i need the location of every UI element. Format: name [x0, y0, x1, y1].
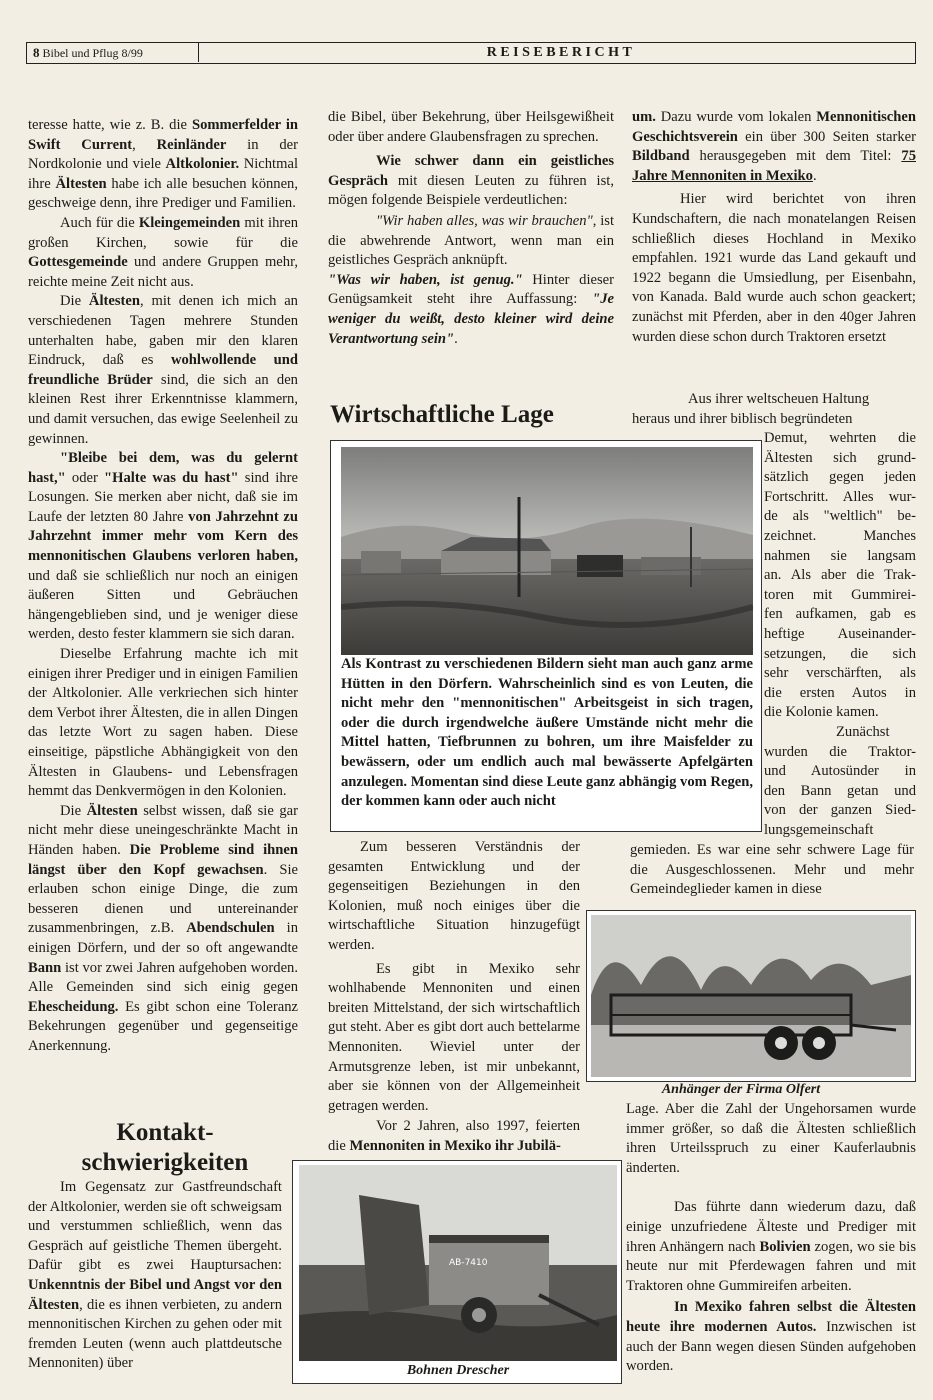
wrap-line: setzungen, die sich [764, 645, 916, 662]
wrap-line: den Bann getan und [764, 782, 916, 799]
wrap-line: nahmen sie langsam [764, 547, 916, 564]
paragraph: In Mexiko fahren selbst die Ältesten heute ihre modernen Autos. Inzwischen ist auch der Bann wegen diesen Sünden aufgehoben worden. [626, 1299, 916, 1375]
paragraph: Es gibt in Mexiko sehr wohlhabende Mennoniten und einen breiten Mittelstand, der sich wirtschaftlich gut steht. Aber es gibt dort auch bettelarme Mennoniten. Wieviel unter der Armutsgrenze leben, ist mir unbekannt, aber sie können von der Allgemeinheit getragen werden. [328, 960, 580, 1114]
paragraph: Wie schwer dann ein geistliches Gespräch mit diesen Leuten zu führen ist, mögen folgende Beispiele verdeutlichen: [328, 153, 614, 209]
paragraph: Zum besseren Verständnis der gesamten Entwicklung und der gegenseitigen Beziehungen in den Kolonien, muß noch einiges über die wirtschaftliche Situation hinzugefügt werden. [328, 839, 580, 953]
issue-number: 8/99 [121, 46, 143, 60]
column-2 [328, 108, 614, 349]
paragraph: Lage. Aber die Zahl der Ungehorsamen wurde immer größer, so daß die Ältesten schließlich ihren Urteilsspruch zu einer Kauferlaubnis änderten. [626, 1101, 916, 1176]
paragraph: Vor 2 Jahren, also 1997, feierten die Mennoniten in Mexiko ihr Jubilä- [328, 1118, 580, 1154]
paragraph: die Bibel, über Bekehrung, über Heilsgewißheit oder über andere Glaubensfragen zu sprechen. [328, 109, 614, 145]
column-1 [28, 116, 298, 1057]
column-1-bottom [28, 1178, 282, 1374]
paragraph: um. Dazu wurde vom lokalen Mennonitischen Geschichtsverein ein über 300 Seiten starker Bildband herausgegeben mit dem Titel: 75 Jahre Mennoniten in Mexiko. [632, 109, 916, 184]
paragraph: Das führte dann wiederum dazu, daß einige unzufriedene Älteste und Prediger mit ihren Anhängern nach Bolivien zogen, wo sie bis heute nur mit Pferdewagen fahren und mit Traktoren ohne Gummireifen arbeiten. [626, 1199, 916, 1294]
wrap-line: sätzlich gegen jeden [764, 469, 916, 486]
wrap-line: zeichnet. Manches [764, 527, 916, 544]
wrap-line: und Autosünder in [764, 763, 916, 780]
column-2-lower [328, 838, 580, 1157]
thresher-photo-box [292, 1160, 622, 1384]
trailer-photo [591, 915, 911, 1077]
wrap-line: toren mit Gummirei- [764, 586, 916, 603]
village-huts-image [341, 447, 753, 655]
wrap-line: Ältesten sich grund- [764, 449, 916, 466]
paragraph: "Bleibe bei dem, was du gelernt hast," oder "Halte was du hast" sind ihre Losungen. Sie merken aber nicht, daß sie im Laufe der letzten 80 Jahre von Jahrzehnt zu Jahrzehnt immer mehr vom Kern des mennonitischen Glaubens verloren haben, und daß sie schließlich nur noch an einigen äußeren Sitten und Gebräuchen hängengeblieben sind, und je weniger diese werden, desto fester klammern sie sich daran. [28, 450, 298, 643]
wrap-line: von der ganzen Sied- [764, 802, 916, 819]
paragraph: gemieden. Es war eine sehr schwere Lage für die Ausgeschlossenen. Mehr und mehr Gemeindeglieder kamen in diese [630, 842, 914, 898]
wrap-line: die ersten Autos in [764, 684, 916, 701]
wrap-line: fen aufkamen, gab es [764, 606, 916, 623]
bean-thresher-image [299, 1165, 617, 1361]
column-3-wrap-lines [764, 429, 916, 840]
header-issue-info [27, 43, 199, 62]
thresher-caption: Bohnen Drescher [406, 1363, 510, 1378]
wrap-line: an. Als aber die Trak- [764, 567, 916, 584]
wrap-line: lungsgemeinschaft [764, 821, 874, 838]
photo-caption-box [330, 440, 762, 832]
trailer-photo-box [586, 910, 916, 1082]
paragraph: "Wir haben alles, was wir brauchen", ist die abwehrende Antwort, wenn man ein geistliches Gespräch anknüpft. [328, 212, 614, 269]
wrap-line: die Kolonie kamen. [764, 704, 879, 721]
wrap-line: sehr verschärften, als [764, 665, 916, 682]
wrap-line: de als "weltlich" be- [764, 508, 916, 525]
bean-thresher-photo [299, 1165, 617, 1361]
village-huts-photo [341, 447, 753, 655]
section-title: REISEBERICHT [486, 45, 636, 60]
wrap-line: Zunächst [836, 723, 890, 740]
paragraph: "Was wir haben, ist genug." Hinter dieser Genügsamkeit steht ihre Auffassung: "Je weniger du weißt, desto kleiner wird deine Verantwortung sein". [328, 271, 614, 347]
column-3-bottom [626, 1100, 916, 1377]
column-3 [632, 108, 916, 347]
wrap-line: heftige Auseinander- [764, 625, 916, 642]
paragraph: Dieselbe Erfahrung machte ich mit einigen ihrer Prediger und in einigen Familien der Altkolonier. Alle verkriechen sich hinter dem Verbot ihrer Ältesten, die in allen Dingen das letzte Wort zu sagen haben. Diese einseitige, päpstliche Abhängigkeit von den Ältesten in Glaubens- und Lebensfragen hemmt das Denkvermögen in den Kolonien. [28, 646, 298, 800]
wrap-line: wurden die Traktor- [764, 743, 916, 760]
heading-wirtschaftliche-lage: Wirtschaftliche Lage [330, 401, 554, 428]
page-header [26, 42, 916, 64]
paragraph: Auch für die Kleingemeinden mit ihren großen Kirchen, sowie für die Gottesgemeinde und andere Gruppen mehr, reichte meine Zeit nicht aus. [28, 214, 299, 290]
photo-caption: Als Kontrast zu verschiedenen Bildern sieht man auch ganz arme Hütten in den Dörfern. Wahrscheinlich sind es von Leuten, die nicht mehr den "mennonitischen" Arbeitsgeist in sich tragen, oder die durch irgendwelche äußere Umstände nicht mehr die Mittel hatten, Tiefbrunnen zu bohren, um ihre Maisfelder zu bewässern, oder um endlich auch mal bewässerte Apfelgärten anzulegen. Momentan sind diese Leute ganz abhängig vom Regen, der kommen kann oder auch nicht [341, 656, 753, 810]
paragraph: Die Ältesten, mit denen ich mich an verschiedenen Tagen mehrere Stunden unterhalten habe, gaben mir den klaren Eindruck, daß es wohlwollende und freundliche Brüder sind, die sich an den kleinen Rest ihrer Erkenntnisse klammern, und damit versuchen, das ewige Seelenheil zu gewinnen. [28, 293, 298, 447]
trailer-caption: Anhänger der Firma Olfert [661, 1082, 821, 1097]
heading-kontaktschwierigkeiten: Kontakt- schwierigkeiten [81, 1119, 249, 1176]
wrap-line: Fortschritt. Alles wur- [764, 488, 916, 505]
paragraph: Im Gegensatz zur Gastfreundschaft der Altkolonier, werden sie oft schweigsam und verstummen schließlich, wenn das Gespräch auf geistliche Themen übergeht. Dafür gibt es zwei Hauptursachen: Unkenntnis der Bibel und Angst vor den Ältesten, die es ihnen verbieten, zu andern mennonitischen Kirchen zu gehen oder mit fremden Leuten (wenn auch plattdeutsche Mennoniten) über [28, 1179, 282, 1372]
wrap-line: Demut, wehrten die [764, 430, 916, 446]
paragraph: Hier wird berichtet von ihren Kundschaftern, die nach monatelangen Reisen schließlich dieses Hochland in Mexiko empfahlen. 1921 wurde das Land gekauft und 1922 begann die Umsiedlung, per Eisenbahn, von Kanada. Bald wurde auch schon geackert; zunächst mit Pferden, aber in den 40ger Jahren wurden diese schon durch Traktoren ersetzt [632, 191, 916, 345]
magazine-name: Bibel und Pflug [42, 46, 119, 60]
column-3-wrap-head: Aus ihrer weltscheuen Haltung heraus und ihrer biblisch begründeten [632, 391, 870, 427]
paragraph: teresse hatte, wie z. B. die Sommerfelder in Swift Current, Reinländer in der Nordkolonie und viele Altkolonier. Nichtmal ihre Ältesten habe ich alle besuchen können, geschweige denn, ihre Prediger und Familien. [28, 117, 299, 212]
paragraph: Die Ältesten selbst wissen, daß sie gar nicht mehr diese uneingeschränkte Macht in Händen haben. Die Probleme sind ihnen längst über den Kopf gewachsen. Sie erlauben schon einige Dinge, die zum besseren dienen und untereinander zusammenbringen, z.B. Abendschulen in einigen Dörfern, und der so oft angewandte Bann ist vor zwei Jahren aufgehoben worden. Alle Gemeinden sind sich einig gegen Ehescheidung. Es gibt schon eine Toleranz Bekehrungen gegenüber und gegenseitige Anerkennung. [28, 802, 298, 1054]
page-number: 8 [33, 45, 40, 60]
column-3-lower [630, 841, 914, 900]
trailer-image [591, 915, 911, 1077]
thresher-brand-text: AB-7410 [449, 1258, 488, 1268]
